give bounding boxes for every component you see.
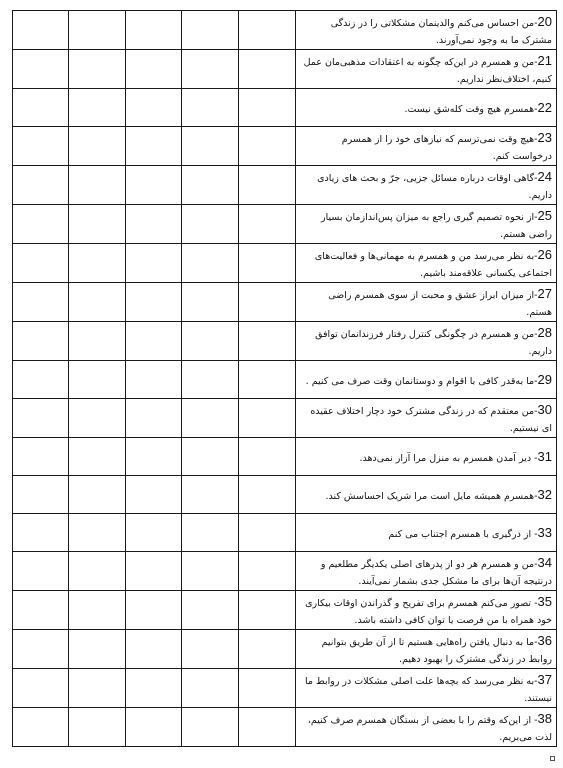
question-row [13,283,557,322]
question-cell [296,283,557,322]
answer-cell-1[interactable] [13,244,69,283]
question-row [13,89,557,127]
answer-cell-3[interactable] [126,322,182,361]
question-number: 27 [537,286,552,301]
answer-cell-3[interactable] [126,127,182,166]
question-cell [296,476,557,514]
answer-cell-2[interactable] [69,399,126,438]
answer-cell-3[interactable] [126,244,182,283]
answer-cell-2[interactable] [69,669,126,708]
answer-cell-1[interactable] [13,205,69,244]
question-number: 28 [537,325,552,340]
answer-cell-4[interactable] [182,438,239,476]
answer-cell-4[interactable] [182,669,239,708]
question-cell [296,244,557,283]
answer-cell-5[interactable] [239,361,296,399]
answer-cell-2[interactable] [69,591,126,630]
answer-cell-1[interactable] [13,630,69,669]
answer-cell-5[interactable] [239,89,296,127]
answer-cell-1[interactable] [13,89,69,127]
answer-cell-4[interactable] [182,50,239,89]
answer-cell-1[interactable] [13,591,69,630]
question-number: 25 [537,208,552,223]
question-number: 21 [537,53,552,68]
answer-cell-5[interactable] [239,50,296,89]
question-number: 34 [537,555,552,570]
question-cell [296,361,557,399]
answer-cell-5[interactable] [239,591,296,630]
question-row [13,166,557,205]
answer-cell-5[interactable] [239,127,296,166]
answer-cell-4[interactable] [182,591,239,630]
answer-cell-2[interactable] [69,89,126,127]
answer-cell-2[interactable] [69,283,126,322]
question-text: -ما به‌قدر کافی با اقوام و دوستانمان وقت صرف می کنیم . [305,376,538,387]
question-row [13,476,557,514]
question-row [13,50,557,89]
question-text: - از این‌که وقتم را با بعضی از بستگان همسرم صرف کنیم، لذت می‌بریم. [307,715,552,743]
answer-cell-1[interactable] [13,283,69,322]
answer-cell-4[interactable] [182,127,239,166]
answer-cell-2[interactable] [69,244,126,283]
answer-cell-3[interactable] [126,283,182,322]
question-cell [296,205,557,244]
answer-cell-2[interactable] [69,552,126,591]
question-row [13,630,557,669]
answer-cell-5[interactable] [239,244,296,283]
answer-cell-5[interactable] [239,322,296,361]
answer-cell-4[interactable] [182,205,239,244]
question-row [13,399,557,438]
question-number: 36 [537,633,552,648]
answer-cell-3[interactable] [126,630,182,669]
question-text: -ما به دنبال یافتن راه‌هایی هستیم تا از آن طریق بتوانیم روابط در زندگی مشترک را بهبود دهیم. [321,637,552,665]
question-number: 35 [537,594,552,609]
answer-cell-1[interactable] [13,438,69,476]
question-cell [296,630,557,669]
answer-cell-3[interactable] [126,669,182,708]
answer-cell-1[interactable] [13,552,69,591]
answer-cell-2[interactable] [69,438,126,476]
question-row [13,322,557,361]
answer-cell-5[interactable] [239,399,296,438]
question-text: -از میزان ابراز عشق و محبت از سوی همسرم راضی هستم. [328,290,552,318]
question-row [13,552,557,591]
question-text: - از درگیری با همسرم اجتناب می کنم [388,529,538,540]
answer-cell-5[interactable] [239,438,296,476]
question-row [13,127,557,166]
answer-cell-3[interactable] [126,438,182,476]
answer-cell-4[interactable] [182,630,239,669]
question-number: 29 [537,372,552,387]
answer-cell-1[interactable] [13,50,69,89]
question-row [13,11,557,50]
answer-cell-3[interactable] [126,476,182,514]
answer-cell-2[interactable] [69,708,126,747]
answer-cell-2[interactable] [69,630,126,669]
answer-cell-3[interactable] [126,591,182,630]
answer-cell-2[interactable] [69,11,126,50]
answer-cell-2[interactable] [69,514,126,552]
answer-cell-1[interactable] [13,11,69,50]
answer-cell-1[interactable] [13,361,69,399]
question-number: 33 [537,525,552,540]
question-cell [296,166,557,205]
answer-cell-4[interactable] [182,476,239,514]
question-number: 31 [537,449,552,464]
question-text: -همسرم همیشه مایل است مرا شریک احساسش کند. [325,491,538,502]
question-row [13,244,557,283]
answer-cell-1[interactable] [13,399,69,438]
answer-cell-4[interactable] [182,399,239,438]
paragraph-end-mark [550,756,555,761]
question-text: -گاهی اوقات درباره مسائل جزیی، جرّ و بحث های زیادی داریم. [317,173,552,201]
questionnaire-table [12,10,557,747]
question-row [13,591,557,630]
question-cell [296,438,557,476]
answer-cell-3[interactable] [126,89,182,127]
answer-cell-4[interactable] [182,514,239,552]
question-number: 32 [537,487,552,502]
answer-cell-3[interactable] [126,50,182,89]
answer-cell-2[interactable] [69,322,126,361]
question-number: 37 [537,672,552,687]
answer-cell-5[interactable] [239,11,296,50]
question-cell [296,50,557,89]
question-number: 26 [537,247,552,262]
question-cell [296,399,557,438]
answer-cell-1[interactable] [13,669,69,708]
answer-cell-5[interactable] [239,669,296,708]
question-row [13,361,557,399]
question-cell [296,127,557,166]
question-text: -از نحوه تصمیم گیری راجع به میزان پس‌اندازمان بسیار راضی هستم. [321,212,552,240]
answer-cell-3[interactable] [126,708,182,747]
answer-cell-4[interactable] [182,361,239,399]
question-row [13,708,557,747]
question-cell [296,708,557,747]
question-row [13,669,557,708]
question-text: -من و همسرم در این‌که چگونه به اعتقادات مذهبی‌مان عمل کنیم، اختلاف‌نظر نداریم. [303,57,552,85]
answer-cell-4[interactable] [182,322,239,361]
answer-cell-5[interactable] [239,205,296,244]
questionnaire-rows [13,11,557,747]
answer-cell-3[interactable] [126,205,182,244]
answer-cell-3[interactable] [126,552,182,591]
answer-cell-5[interactable] [239,283,296,322]
question-text: -هیچ وقت نمی‌ترسم که نیازهای خود را از همسرم درخواست کنم. [341,134,552,162]
answer-cell-4[interactable] [182,283,239,322]
question-text: -به نظر می‌رسد من و همسرم به مهمانی‌ها و فعالیت‌های اجتماعی یکسانی علاقه‌مند باشیم. [314,251,552,279]
answer-cell-1[interactable] [13,166,69,205]
question-number: 38 [537,711,552,726]
answer-cell-3[interactable] [126,399,182,438]
question-cell [296,669,557,708]
answer-cell-5[interactable] [239,708,296,747]
answer-cell-4[interactable] [182,89,239,127]
question-row [13,514,557,552]
answer-cell-1[interactable] [13,514,69,552]
answer-cell-2[interactable] [69,205,126,244]
question-text: -من و همسرم در چگونگی کنترل رفتار فرزندانمان توافق داریم. [315,329,552,357]
answer-cell-4[interactable] [182,552,239,591]
question-text: -همسرم هیچ وقت کله‌شق نیست. [404,104,538,115]
answer-cell-2[interactable] [69,50,126,89]
question-number: 24 [537,169,552,184]
answer-cell-3[interactable] [126,514,182,552]
answer-cell-4[interactable] [182,708,239,747]
answer-cell-1[interactable] [13,476,69,514]
answer-cell-4[interactable] [182,244,239,283]
question-cell [296,591,557,630]
answer-cell-5[interactable] [239,514,296,552]
question-number: 20 [537,14,552,29]
answer-cell-3[interactable] [126,361,182,399]
answer-cell-2[interactable] [69,127,126,166]
question-text: -من احساس می‌کنم والدینمان مشکلاتی را در زندگی مشترک ما به وجود نمی‌آورند. [330,18,552,46]
question-number: 23 [537,130,552,145]
answer-cell-5[interactable] [239,552,296,591]
answer-cell-1[interactable] [13,322,69,361]
question-row [13,438,557,476]
answer-cell-1[interactable] [13,127,69,166]
question-number: 30 [537,402,552,417]
answer-cell-5[interactable] [239,630,296,669]
answer-cell-5[interactable] [239,166,296,205]
question-text: -من و همسرم هر دو از پدرهای اصلی یکدیگر مطلعیم و درنتیجه آن‌ها برای ما مشکل جدی بشمار نمی‌آیند. [320,559,552,587]
question-cell [296,514,557,552]
answer-cell-2[interactable] [69,361,126,399]
question-text: -به نظر می‌رسد که بچه‌ها علت اصلی مشکلات در روابط ما نیستند. [304,676,552,704]
answer-cell-4[interactable] [182,11,239,50]
question-cell [296,322,557,361]
answer-cell-4[interactable] [182,166,239,205]
answer-cell-1[interactable] [13,708,69,747]
question-row [13,205,557,244]
answer-cell-3[interactable] [126,166,182,205]
question-cell [296,11,557,50]
answer-cell-5[interactable] [239,476,296,514]
question-text: - دیر آمدن همسرم به منزل مرا آزار نمی‌دهد. [359,453,538,464]
question-cell [296,552,557,591]
question-text: -من معتقدم که در زندگی مشترک خود دچار اختلاف عقیده ای نیستیم. [310,406,552,434]
question-cell [296,89,557,127]
question-number: 22 [537,100,552,115]
question-text: - تصور می‌کنم همسرم برای تفریح و گذراندن اوقات بیکاری خود همراه با من فرصت یا توان کافی داشته باشد. [305,598,552,626]
answer-cell-3[interactable] [126,11,182,50]
answer-cell-2[interactable] [69,166,126,205]
answer-cell-2[interactable] [69,476,126,514]
